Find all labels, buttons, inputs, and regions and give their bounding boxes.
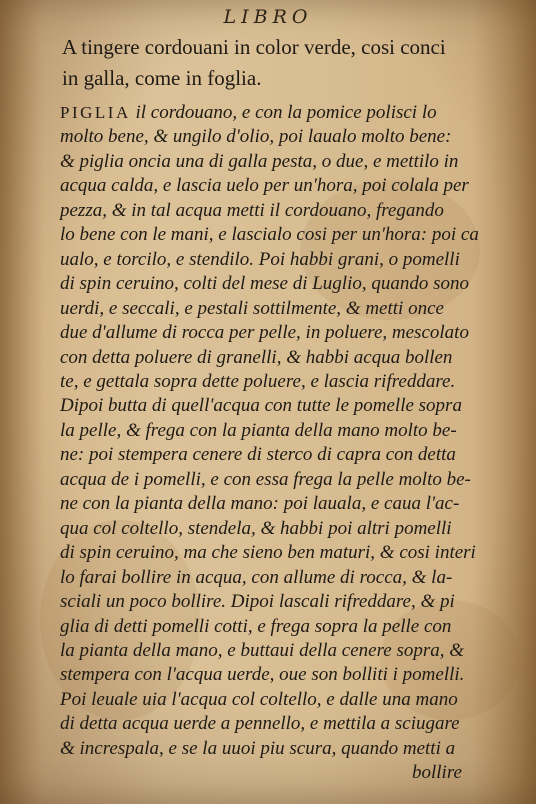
body-line: con detta poluere di granelli, & habbi acqua bollen	[60, 346, 453, 368]
body-line: qua col coltello, stendela, & habbi poi altri pomelli	[60, 517, 452, 539]
chapter-title-line: in galla, come in foglia.	[62, 66, 262, 90]
body-line: due d'allume di rocca per pelle, in poluere, mescolato	[60, 322, 469, 344]
body-line: acqua de i pomelli, e con essa frega la pelle molto be-	[60, 468, 471, 490]
body-line-text: il cordouano, e con la pomice polisci lo	[130, 102, 437, 123]
body-line: ualo, e torcilo, e stendilo. Poi habbi grani, o pomelli	[60, 248, 460, 270]
body-line: di spin ceruino, ma che sieno ben maturi, & cosi interi	[60, 542, 476, 564]
body-line: sciali un poco bollire. Dipoi lascali rifreddare, & pi	[60, 591, 455, 613]
body-text	[60, 101, 500, 786]
body-line: glia di detti pomelli cotti, e frega sopra la pelle con	[60, 615, 452, 637]
body-line: & increspala, e se la uuoi piu scura, quando metti a	[60, 737, 456, 759]
body-line: & piglia oncia una di galla pesta, o due, e mettilo in	[60, 150, 459, 172]
body-line: molto bene, & ungilo d'olio, poi laualo molto bene:	[60, 126, 452, 148]
body-line: ne con la pianta della mano: poi lauala, e caua l'ac-	[60, 493, 460, 515]
body-line: pezza, & in tal acqua metti il cordouano, fregando	[60, 199, 444, 221]
chapter-title-line: A tingere cordouani in color verde, cosi conci	[62, 35, 446, 59]
body-line: uerdi, e seccali, e pestali sottilmente, & metti once	[60, 297, 444, 319]
body-line: la pianta della mano, e buttaui della cenere sopra, &	[60, 639, 465, 661]
body-line: Dipoi butta di quell'acqua con tutte le pomelle sopra	[60, 395, 462, 417]
body-line: acqua calda, e lascia uelo per un'hora, poi colala per	[60, 175, 469, 197]
catchword: bollire	[412, 762, 462, 784]
body-line: la pelle, & frega con la pianta della mano molto be-	[60, 419, 457, 441]
body-line: ne: poi stempera cenere di sterco di capra con detta	[60, 444, 456, 466]
running-header: LIBRO	[223, 6, 313, 28]
body-line: di detta acqua uerde a pennello, e mettila a sciugare	[60, 713, 460, 735]
body-line: te, e gettala sopra dette poluere, e lascia rifreddare.	[60, 370, 456, 392]
body-line: stempera con l'acqua uerde, oue son bolliti i pomelli.	[60, 664, 465, 686]
body-line: Poi leuale uia l'acqua col coltello, e dalle una mano	[60, 688, 458, 710]
body-line: lo farai bollire in acqua, con allume di rocca, & la-	[60, 566, 453, 588]
body-line: di spin ceruino, colti del mese di Luglio, quando sono	[60, 273, 470, 295]
lead-word: PIGLIA	[60, 103, 131, 122]
body-line	[60, 101, 500, 125]
body-line: lo bene con le mani, e lascialo cosi per un'hora: poi ca	[60, 224, 479, 246]
chapter-title	[62, 32, 522, 94]
